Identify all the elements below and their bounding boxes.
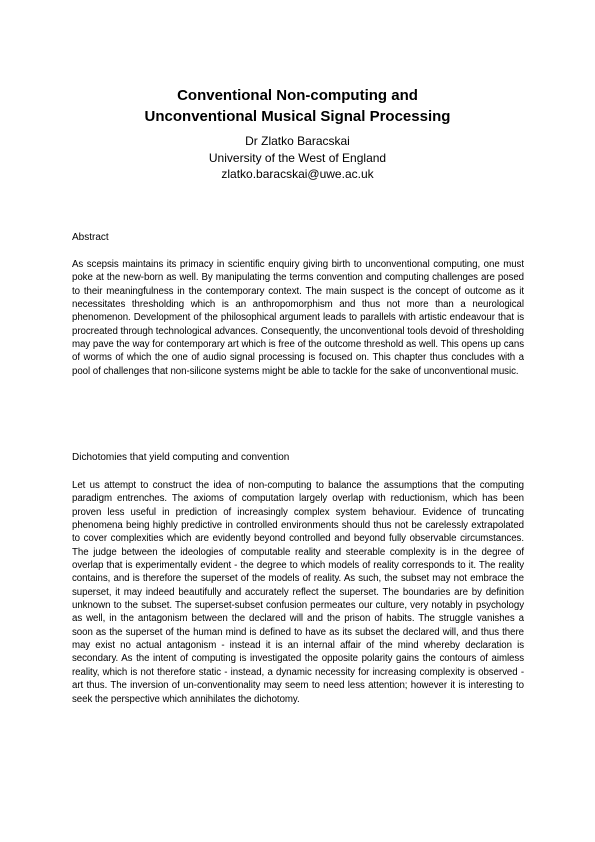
paper-title-line-2: Unconventional Musical Signal Processing (144, 108, 451, 126)
paper-title-line-1: Conventional Non-computing and (177, 87, 418, 105)
author-block (60, 133, 535, 183)
abstract-heading: Abstract (72, 232, 109, 243)
paper-title (60, 85, 535, 127)
section-heading-dichotomies: Dichotomies that yield computing and convention (72, 452, 290, 463)
author-email: zlatko.baracskai@uwe.ac.uk (221, 167, 374, 181)
section-paragraph-dichotomies: Let us attempt to construct the idea of non-computing to balance the assumptions that the computing paradigm entrenches. The axioms of computation largely overlap with reductionism, which has been proven less useful in prediction of increasingly complex system behaviour. Evidence of truncating phenomena being highly predictive in controlled environments should thus not be carelessly extrapolated to cover complexities which are evidently beyond controlled and beyond fully observable circumstances. The judge between the ideologies of computable reality and steerable complexity is in the degree of overlap that is experimentally evident - the degree to which models of reality corresponds to it. The reality contains, and is therefore the superset of the models of reality. As such, the subset may not embrace the superset, it may indeed beautifully and accurately reflect the superset. The boundaries are by definition unknown to the subset. The superset-subset confusion permeates our culture, very notably in psychology as well, in the antagonism between the declared will and the prison of habits. The struggle vanishes a soon as the superset of the human mind is defined to have as its subset the declared will, and thus there may exist no actual antagonism - instead it is an internal affair of the mind whereby declaration is secondary. As the intent of computing is investigated the opposite polarity gains the contours of aimless reality, which is not therefore static - instead, a dynamic necessity for increasing complexity is observed - art thus. The inversion of un-conventionality may seem to need less attention; however it is interesting to seek the perspective which annihilates the dichotomy. (72, 480, 524, 705)
author-affiliation: University of the West of England (208, 150, 387, 165)
abstract-paragraph: As scepsis maintains its primacy in scientific enquiry giving birth to unconventional computing, one must poke at the new-born as well. By manipulating the terms convention and computing challenges are posed to their meaningfulness in the contemporary context. The main suspect is the concept of outcome as it necessitates thresholding which is an anthropomorphism and thus not more than a neurological phenomenon. Development of the philosophical argument leads to parallels with artistic endeavour that is procreated through technological advances. Consequently, the unconventional tools devoid of thresholding may pave the way for contemporary art which is free of the outcome threshold as well. This opens up cans of worms of which the one of audio signal processing is focused on. This chapter thus concludes with a pool of challenges that non-silicone systems might be able to tackle for the sake of unconventional music. (72, 259, 524, 377)
author-name: Dr Zlatko Baracskai (245, 134, 350, 148)
